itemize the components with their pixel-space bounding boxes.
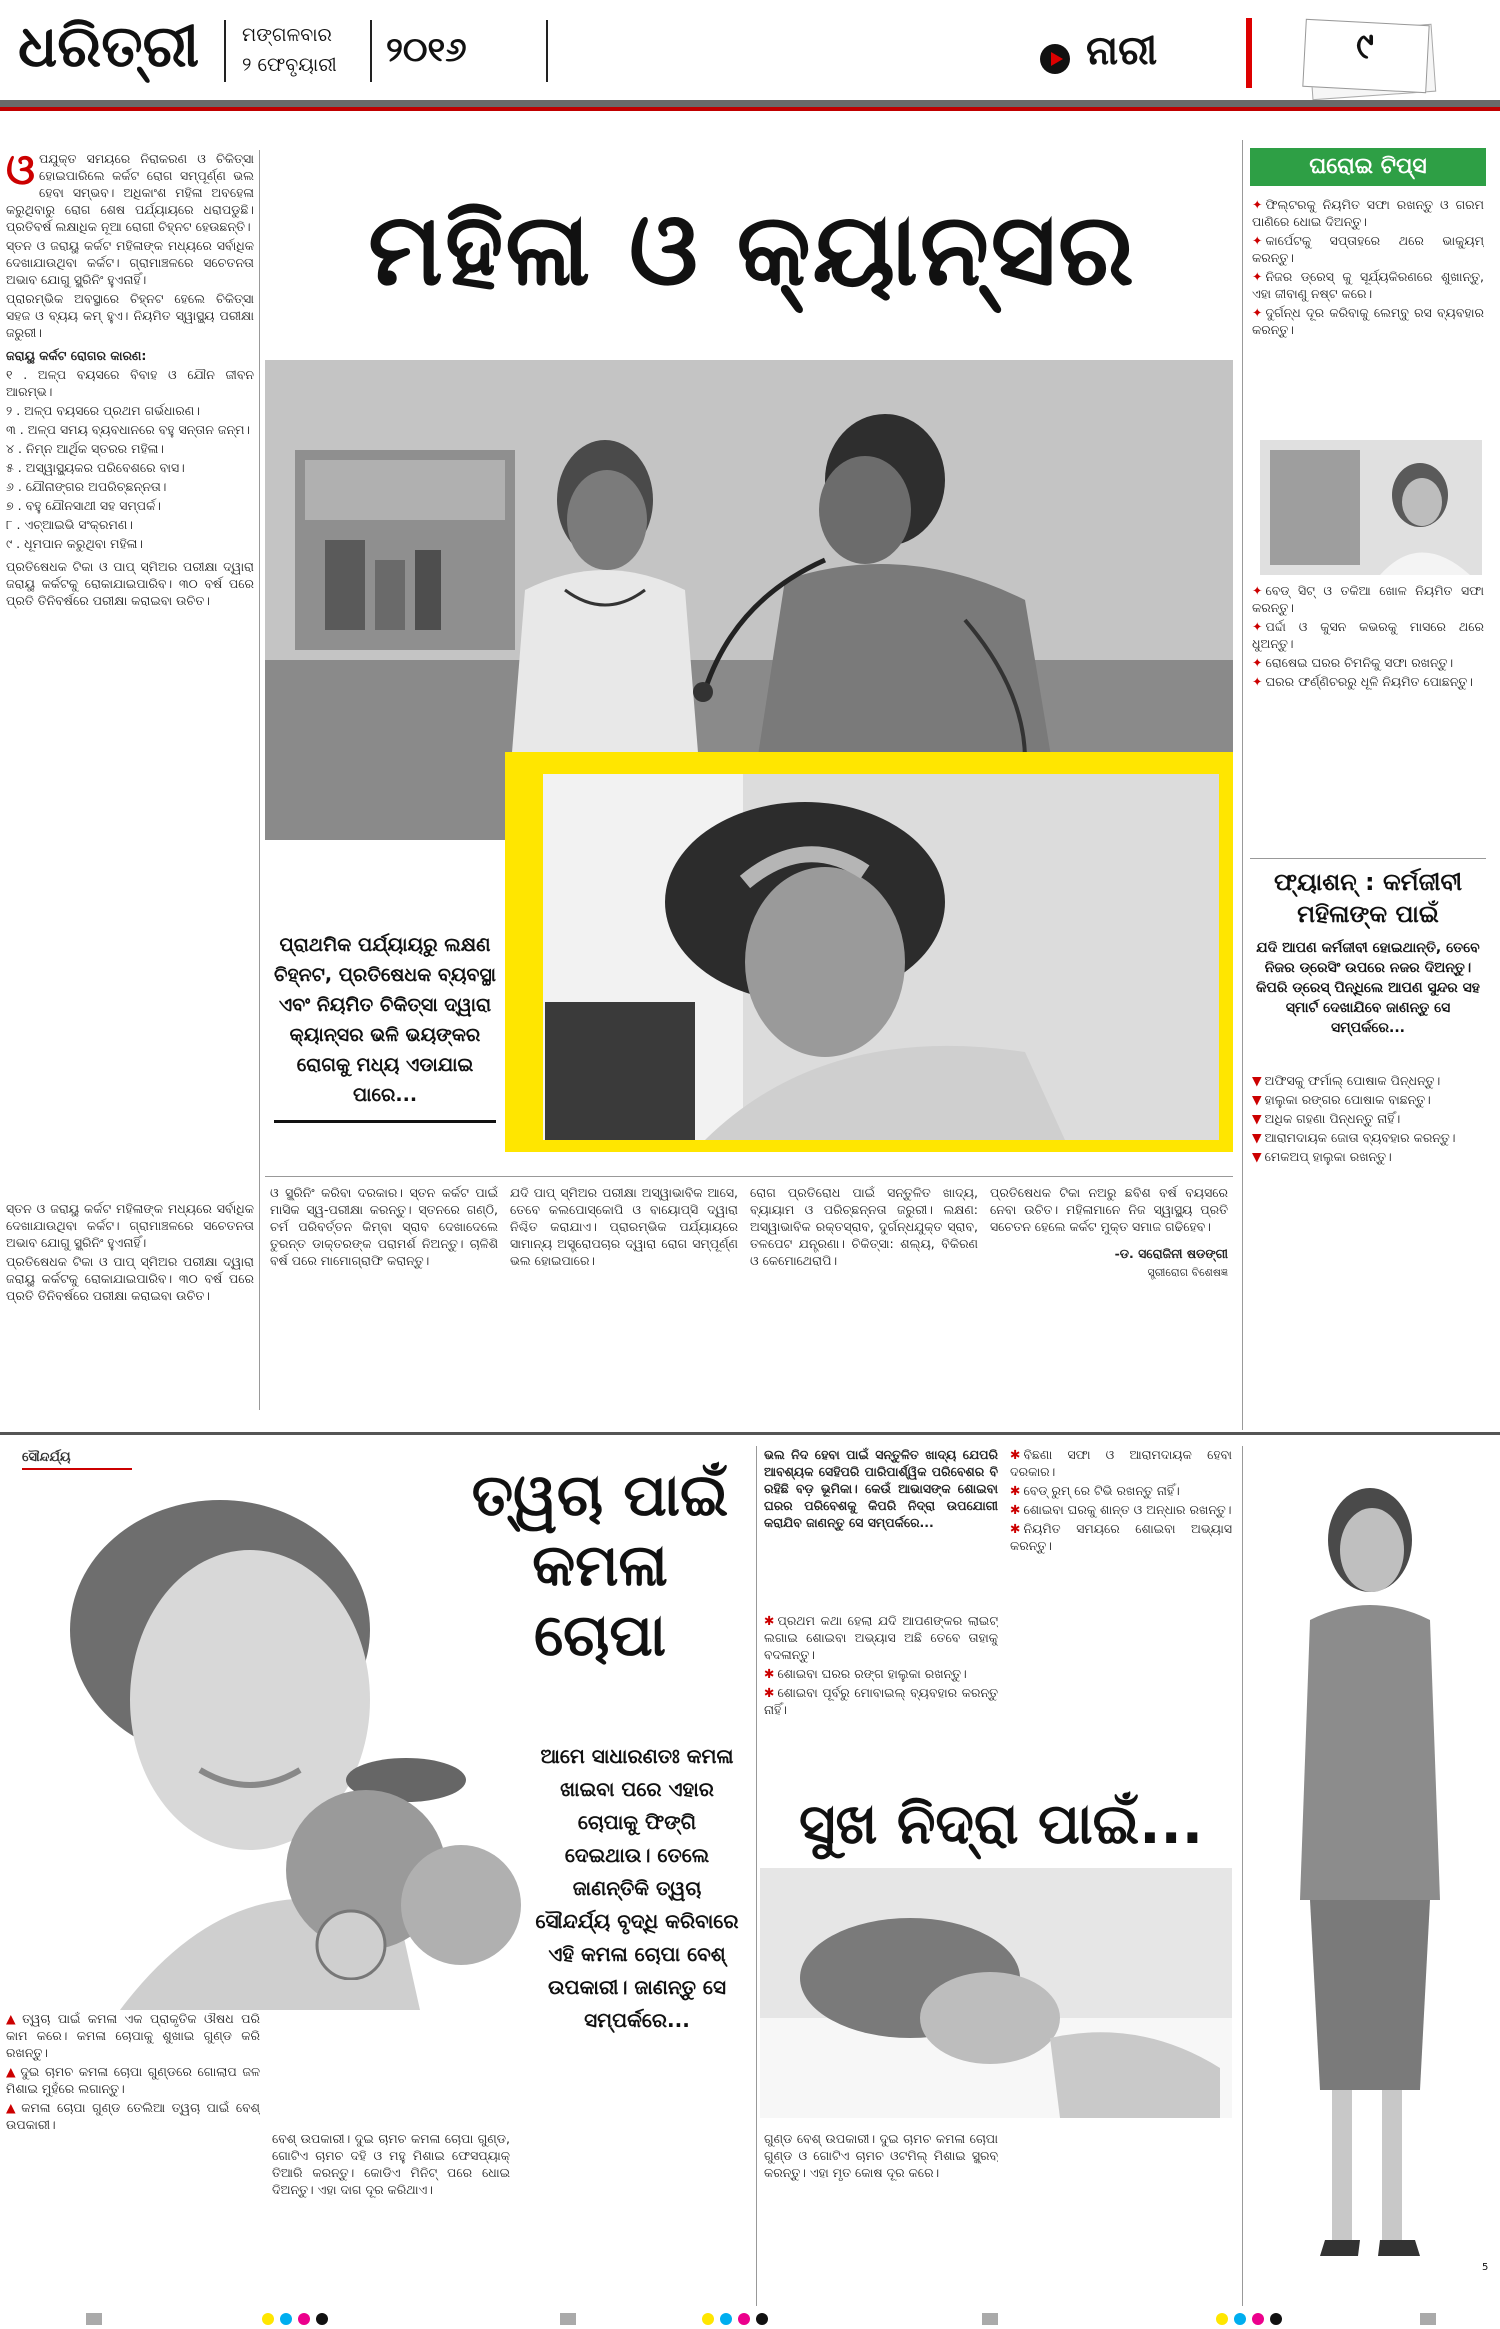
article-lower-col-1: ଓ ସ୍କ୍ରିନିଂ କରିବା ଦରକାର। ସ୍ତନ କର୍କଟ ପାଇଁ ମାସିକ ସ୍ୱ-ପରୀକ୍ଷା କରନ୍ତୁ। ସ୍ତନରେ ଗଣ୍ଠି, ଚର୍ମ ପରିବର୍ତ୍ତନ କିମ୍ବା ସ୍ରାବ ଦେଖାଦେଲେ ତୁରନ୍ତ ଡାକ୍ତରଙ୍କ ପରାମର୍ଶ ନିଅନ୍ତୁ। ଚାଳିଶି ବର୍ଷ ପରେ ମାମୋଗ୍ରାଫି କରାନ୍ତୁ। [270, 1185, 498, 1268]
sleep-bottom-text: ଗୁଣ୍ଡ ବେଶ୍ ଉପକାରୀ। ଦୁଇ ଚାମଚ କମଳା ଚୋପା ଗୁଣ୍ଡ ଓ ଗୋଟିଏ ଚାମଚ ଓଟମିଲ୍ ମିଶାଇ ସ୍କ୍ରବ୍ କରନ୍ତୁ। ଏହା ମୃତ କୋଷ ଦୂର କରେ। [764, 2131, 998, 2180]
article-headline: ମହିଳା ଓ କ୍ୟାନ୍ସର [368, 191, 1136, 308]
fashion-heading: ଫ୍ୟାଶନ୍ : କର୍ମଜୀବୀ ମହିଳାଙ୍କ ପାଇଁ [1273, 868, 1463, 928]
footer-grey-bar-4 [1420, 2313, 1436, 2325]
fashion-intro: ଯଦି ଆପଣ କର୍ମଜୀବୀ ହୋଇଥାନ୍ତି, ତେବେ ନିଜର ଡ୍ରେସିଂ ଉପରେ ନଜର ଦିଅନ୍ତୁ। କିପରି ଡ୍ରେସ୍ ପିନ୍ଧିଲେ ଆପଣ ସୁନ୍ଦର ସହ ସ୍ମାର୍ଟ ଦେଖାଯିବେ ଜାଣନ୍ତୁ ସେ ସମ୍ପର୍କରେ... [1256, 940, 1480, 1036]
sleep-list-left: ✱ ପ୍ରଥମ କଥା ହେଲା ଯଦି ଆପଣଙ୍କର ଲାଇଟ୍ ଲଗାଇ ଶୋଇବା ଅଭ୍ୟାସ ଅଛି ତେବେ ତାହାକୁ ବଦଳାନ୍ତୁ। ✱ ଶୋଇବା ଘରର ରଙ୍ଗ ହାଲୁକା ରଖନ୍ତୁ। ✱ ଶୋଇବା ପୂର୍ବରୁ ମୋବାଇଲ୍ ବ୍ୟବହାର କରନ୍ତୁ ନାହିଁ। [764, 1613, 998, 1717]
tips-header [1250, 148, 1486, 186]
lower-section-rule [0, 1432, 1500, 1435]
article-lower-col-2: ଯଦି ପାପ୍ ସ୍ମିଅର ପରୀକ୍ଷା ଅସ୍ୱାଭାବିକ ଆସେ, ତେବେ କଲପୋସ୍କୋପି ଓ ବାୟୋପ୍ସି ଦ୍ୱାରା ନିଶ୍ଚିତ କରାଯାଏ। ପ୍ରାରମ୍ଭିକ ପର୍ଯ୍ୟାୟରେ ସାମାନ୍ୟ ଅସ୍ତ୍ରୋପଚାର ଦ୍ୱାରା ରୋଗ ସମ୍ପୂର୍ଣ୍ଣ ଭଲ ହୋଇପାରେ। [510, 1185, 738, 1268]
byline-detail: ସ୍ତ୍ରୀରୋଗ ବିଶେଷଜ୍ଞ [1147, 1266, 1228, 1279]
sleep-model-rule [1242, 1446, 1243, 2306]
footer-grey-bar-1 [86, 2313, 102, 2325]
article-col1-bottom: ସ୍ତନ ଓ ଜରାୟୁ କର୍କଟ ମହିଳାଙ୍କ ମଧ୍ୟରେ ସର୍ବାଧିକ ଦେଖାଯାଉଥିବା କର୍କଟ। ଗ୍ରାମାଞ୍ଚଳରେ ସଚେତନତା ଅଭାବ ଯୋଗୁ ସ୍କ୍ରିନିଂ ହୁଏନାହିଁ। ପ୍ରତିଷେଧକ ଟିକା ଓ ପାପ୍ ସ୍ମିଅର ପରୀକ୍ଷା ଦ୍ୱାରା ଜରାୟୁ କର୍କଟକୁ ରୋକାଯାଇପାରିବ। ୩୦ ବର୍ଷ ପରେ ପ୍ରତି ତିନିବର୍ଷରେ ପରୀକ୍ଷା କରାଇବା ଉଚିତ। [6, 1201, 254, 1303]
masthead-divider-3 [546, 20, 548, 82]
masthead-rule-dark [0, 100, 1500, 107]
businesswoman-illustration [1270, 1450, 1470, 2270]
orange-illustration [256, 1740, 526, 1980]
fashion-list: ▼ ଅଫିସକୁ ଫର୍ମାଲ୍ ପୋଷାକ ପିନ୍ଧନ୍ତୁ। ▼ ହାଲୁକା ରଙ୍ଗର ପୋଷାକ ବାଛନ୍ତୁ। ▼ ଅଧିକ ଗହଣା ପିନ୍ଧନ୍ତୁ ନାହିଁ। ▼ ଆରାମଦାୟକ ଜୋତା ବ୍ୟବହାର କରନ୍ତୁ। ▼ ମେକଅପ୍ ହାଲୁକା ରଖନ୍ତୁ। [1252, 1073, 1456, 1164]
masthead-divider-2 [370, 20, 372, 82]
byline: -ଡ. ସରୋଜିନୀ ଷଡଙ୍ଗୀ [1114, 1246, 1228, 1261]
tips-bottom-rule [1250, 858, 1486, 859]
reg-mark-yellow-2 [702, 2313, 714, 2325]
causes-heading: ଜରାୟୁ କର୍କଟ ରୋଗର କାରଣ: [6, 348, 147, 363]
sleep-intro: ଭଲ ନିଦ ହେବା ପାଇଁ ସନ୍ତୁଳିତ ଖାଦ୍ୟ ଯେପରି ଆବଶ୍ୟକ ସେହିପରି ପାରିପାର୍ଶ୍ୱିକ ପରିବେଶର ବି ରହିଛି ବଡ଼ ଭୂମିକା। କେଉଁ ଆଭାସଙ୍କ ଶୋଇବା ଘରର ପରିବେଶକୁ କିପରି ନିଦ୍ରା ଉପଯୋଗୀ କରାଯିବ ଜାଣନ୍ତୁ ସେ ସମ୍ପର୍କରେ... [764, 1447, 998, 1530]
article-col1-top: ଓପଯୁକ୍ତ ସମୟରେ ନିରାକରଣ ଓ ଚିକିତ୍ସା ହୋଇପାରିଲେ କର୍କଟ ରୋଗ ସମ୍ପୂର୍ଣ୍ଣ ଭଲ ହେବା ସମ୍ଭବ। ଅଧିକାଂଶ ମହିଳା ଅବହେଳା କରୁଥିବାରୁ ରୋଗ ଶେଷ ପର୍ଯ୍ୟାୟରେ ଧରାପଡୁଛି। ପ୍ରତିବର୍ଷ ଲକ୍ଷାଧିକ ନୂଆ ରୋଗୀ ଚିହ୍ନଟ ହେଉଛନ୍ତି। ସ୍ତନ ଓ ଜରାୟୁ କର୍କଟ ମହିଳାଙ୍କ ମଧ୍ୟରେ ସର୍ବାଧିକ ଦେଖାଯାଉଥିବା କର୍କଟ। ଗ୍ରାମାଞ୍ଚଳରେ ସଚେତନତା ଅଭାବ ଯୋଗୁ ସ୍କ୍ରିନିଂ ହୁଏନାହିଁ। ପ୍ରାରମ୍ଭିକ ଅବସ୍ଥାରେ ଚିହ୍ନଟ ହେଲେ ଚିକିତ୍ସା ସହଜ ଓ ବ୍ୟୟ କମ୍ ହୁଏ। ନିୟମିତ ସ୍ୱାସ୍ଥ୍ୟ ପରୀକ୍ଷା ଜରୁରୀ। ଜରାୟୁ କର୍କଟ ରୋଗର କାରଣ: ୧ . ଅଳ୍ପ ବୟସରେ ବିବାହ ଓ ଯୌନ ଜୀବନ ଆରମ୍ଭ। ୨ . ଅଳ୍ପ ବୟସରେ ପ୍ରଥମ ଗର୍ଭଧାରଣ। ୩ . ଅଳ୍ପ ସମୟ ବ୍ୟବଧାନରେ ବହୁ ସନ୍ତାନ ଜନ୍ମ। ୪ . ନିମ୍ନ ଆର୍ଥିକ ସ୍ତରର ମହିଳା। ୫ . ଅସ୍ୱାସ୍ଥ୍ୟକର ପରିବେଶରେ ବାସ। ୬ . ଯୌନାଙ୍ଗର ଅପରିଚ୍ଛନ୍ନତା। ୭ . ବହୁ ଯୌନସାଥୀ ସହ ସମ୍ପର୍କ। ୮ . ଏଚ୍ଆଇଭି ସଂକ୍ରମଣ। ୯ . ଧୂମପାନ କରୁଥିବା ମହିଳା। ପ୍ରତିଷେଧକ ଟିକା ଓ ପାପ୍ ସ୍ମିଅର ପରୀକ୍ଷା ଦ୍ୱାରା ଜରାୟୁ କର୍କଟକୁ ରୋକାଯାଇପାରିବ। ୩୦ ବର୍ଷ ପରେ ପ୍ରତି ତିନିବର୍ଷରେ ପରୀକ୍ଷା କରାଇବା ଉଚିତ। [6, 150, 254, 608]
reg-mark-magenta-1 [298, 2313, 310, 2325]
tips-list-top: ✦ ଫିଲ୍ଟରକୁ ନିୟମିତ ସଫା ରଖନ୍ତୁ ଓ ଗରମ ପାଣିରେ ଧୋଇ ଦିଅନ୍ତୁ। ✦ କାର୍ପେଟକୁ ସପ୍ତାହରେ ଥରେ ଭାକ୍ୟୁମ୍ କରନ୍ତୁ। ✦ ନିଜର ଡ୍ରେସ୍ କୁ ସୂର୍ଯ୍ୟକିରଣରେ ଶୁଖାନ୍ତୁ, ଏହା ଜୀବାଣୁ ନଷ୍ଟ କରେ। ✦ ଦୁର୍ଗନ୍ଧ ଦୂର କରିବାକୁ ଲେମ୍ବୁ ରସ ବ୍ୟବହାର କରନ୍ତୁ। [1252, 197, 1484, 337]
pull-quote-text: ପ୍ରାଥମିକ ପର୍ଯ୍ୟାୟରୁ ଲକ୍ଷଣ ଚିହ୍ନଟ, ପ୍ରତିଷେଧକ ବ୍ୟବସ୍ଥା ଏବଂ ନିୟମିତ ଚିକିତ୍ସା ଦ୍ୱାରା କ୍ୟାନ୍ସର ଭଳି ଭୟଙ୍କର ରୋଗକୁ ମଧ୍ୟ ଏଡାଯାଇ ପାରେ... [274, 934, 496, 1106]
lower-cols-top-rule [265, 1176, 1233, 1177]
tips-header-text: ଘରୋଇ ଟିପ୍ସ [1309, 154, 1427, 179]
reg-mark-yellow-3 [1216, 2313, 1228, 2325]
beauty-intro: ଆମେ ସାଧାରଣତଃ କମଳା ଖାଇବା ପରେ ଏହାର ଚୋପାକୁ ଫିଙ୍ଗି ଦେଇଥାଉ। ତେଲେ ଜାଣନ୍ତିକି ତ୍ୱଚା ସୌନ୍ଦର୍ଯ୍ୟ ବୃଦ୍ଧି କରିବାରେ ଏହି କମଳା ଚୋପା ବେଶ୍ ଉପକାରୀ। ଜାଣନ୍ତୁ ସେ ସମ୍ପର୍କରେ... [535, 1744, 739, 2032]
page-number: ୯ [1356, 26, 1374, 67]
reg-mark-cyan-3 [1234, 2313, 1246, 2325]
masthead-rule-red [0, 107, 1500, 111]
beauty-tag-text: ସୌନ୍ଦର୍ଯ୍ୟ [22, 1450, 71, 1465]
section-title: ନାରୀ [1086, 28, 1158, 74]
page-mark: 5 [1482, 2262, 1489, 2273]
cleaning-woman-photo [1260, 440, 1482, 575]
masthead-divider-1 [224, 20, 226, 82]
reg-mark-black-1 [316, 2313, 328, 2325]
stressed-woman-photo-frame [505, 752, 1233, 1152]
sleep-headline: ସୁଖ ନିଦ୍ରା ପାଇଁ... [798, 1792, 1204, 1857]
sleeping-woman-photo [760, 1868, 1232, 2118]
article-lower-col-4: ପ୍ରତିଷେଧକ ଟିକା ନଅରୁ ଛବିଶ ବର୍ଷ ବୟସରେ ନେବା ଉଚିତ। ମହିଳାମାନେ ନିଜ ସ୍ୱାସ୍ଥ୍ୟ ପ୍ରତି ସଚେତନ ହେଲେ କର୍କଟ ମୁକ୍ତ ସମାଜ ଗଢିହେବ। -ଡ. ସରୋଜିନୀ ଷଡଙ୍ଗୀ ସ୍ତ୍ରୀରୋଗ ବିଶେଷଜ୍ଞ [990, 1185, 1228, 1279]
beauty-tag [22, 1446, 132, 1470]
right-column-rule [1242, 140, 1243, 1430]
orange-fruit-photo [256, 1740, 526, 1980]
masthead [0, 0, 1500, 110]
sleeping-woman-illustration [760, 1868, 1232, 2118]
newspaper-logo: ଧରିତ୍ରୀ [18, 12, 200, 80]
beauty-sleep-rule [756, 1446, 757, 2306]
stressed-woman-illustration [505, 752, 1233, 1152]
reg-mark-black-3 [1270, 2313, 1282, 2325]
col1-rule [259, 150, 260, 1410]
tips-list-bottom: ✦ ବେଡ୍ ସିଟ୍ ଓ ତକିଆ ଖୋଳ ନିୟମିତ ସଫା କରନ୍ତୁ। ✦ ପର୍ଦ୍ଦା ଓ କୁସନ କଭରକୁ ମାସରେ ଥରେ ଧୁଅନ୍ତୁ। ✦ ରୋଷେଇ ଘରର ଚିମନିକୁ ସଫା ରଖନ୍ତୁ। ✦ ଘରର ଫର୍ଣ୍ଣିଚରରୁ ଧୂଳି ନିୟମିତ ପୋଛନ୍ତୁ। [1252, 583, 1484, 689]
article-lower-col-3: ରୋଗ ପ୍ରତିରୋଧ ପାଇଁ ସନ୍ତୁଳିତ ଖାଦ୍ୟ, ବ୍ୟାୟାମ ଓ ପରିଚ୍ଛନ୍ନତା ଜରୁରୀ। ଲକ୍ଷଣ: ଅସ୍ୱାଭାବିକ ରକ୍ତସ୍ରାବ, ଦୁର୍ଗନ୍ଧଯୁକ୍ତ ସ୍ରାବ, ତଳପେଟ ଯନ୍ତ୍ରଣା। ଚିକିତ୍ସା: ଶଲ୍ୟ, ବିକିରଣ ଓ କେମୋଥେରାପି। [750, 1185, 978, 1268]
drop-cap: ଓ [6, 150, 35, 194]
issue-year: ୨୦୧୬ [386, 30, 467, 70]
issue-date: ୨ ଫେବୃୟାରୀ [242, 54, 337, 76]
issue-day: ମଙ୍ଗଳବାର [242, 24, 332, 46]
footer-grey-bar-2 [560, 2313, 576, 2325]
sleep-list-right: ✱ ବିଛଣା ସଫା ଓ ଆରାମଦାୟକ ହେବା ଦରକାର। ✱ ବେଡ୍ ରୁମ୍ ରେ ଟିଭି ରଖନ୍ତୁ ନାହିଁ। ✱ ଶୋଇବା ଘରକୁ ଶାନ୍ତ ଓ ଅନ୍ଧାର ରଖନ୍ତୁ। ✱ ନିୟମିତ ସମୟରେ ଶୋଇବା ଅଭ୍ୟାସ କରନ୍ତୁ। [1010, 1447, 1232, 1553]
reg-mark-cyan-2 [720, 2313, 732, 2325]
businesswoman-photo [1270, 1450, 1470, 2270]
page-corner-icon [1300, 14, 1450, 98]
masthead-red-bar [1246, 18, 1252, 88]
beauty-bottom-text: ବେଶ୍ ଉପକାରୀ। ଦୁଇ ଚାମଚ କମଳା ଚୋପା ଗୁଣ୍ଡ, ଗୋଟିଏ ଚାମଚ ଦହି ଓ ମହୁ ମିଶାଇ ଫେସପ୍ୟାକ୍ ତିଆରି କରନ୍ତୁ। କୋଡିଏ ମିନିଟ୍ ପରେ ଧୋଇ ଦିଅନ୍ତୁ। ଏହା ଦାଗ ଦୂର କରିଥାଏ। [272, 2131, 510, 2197]
beauty-list: ▲ ତ୍ୱଚା ପାଇଁ କମଳା ଏକ ପ୍ରାକୃତିକ ଔଷଧ ପରି କାମ କରେ। କମଳା ଚୋପାକୁ ଶୁଖାଇ ଗୁଣ୍ଡ କରି ରଖନ୍ତୁ। ▲ ଦୁଇ ଚାମଚ କମଳା ଚୋପା ଗୁଣ୍ଡରେ ଗୋଲାପ ଜଳ ମିଶାଇ ମୁହଁରେ ଲଗାନ୍ତୁ। ▲ କମଳା ଚୋପା ଗୁଣ୍ଡ ତେଲିଆ ତ୍ୱଚା ପାଇଁ ବେଶ୍ ଉପକାରୀ। [6, 2011, 260, 2132]
reg-mark-cyan-1 [280, 2313, 292, 2325]
reg-mark-yellow-1 [262, 2313, 274, 2325]
reg-mark-magenta-2 [738, 2313, 750, 2325]
reg-mark-magenta-3 [1252, 2313, 1264, 2325]
cleaning-illustration [1260, 440, 1482, 575]
beauty-headline: ତ୍ୱଚା ପାଇଁ କମଳା ଚୋପା [471, 1461, 729, 1669]
pull-quote-rule [274, 1120, 496, 1123]
footer-grey-bar-3 [982, 2313, 998, 2325]
play-icon [1040, 44, 1070, 74]
reg-mark-black-2 [756, 2313, 768, 2325]
pull-quote [274, 930, 496, 1170]
